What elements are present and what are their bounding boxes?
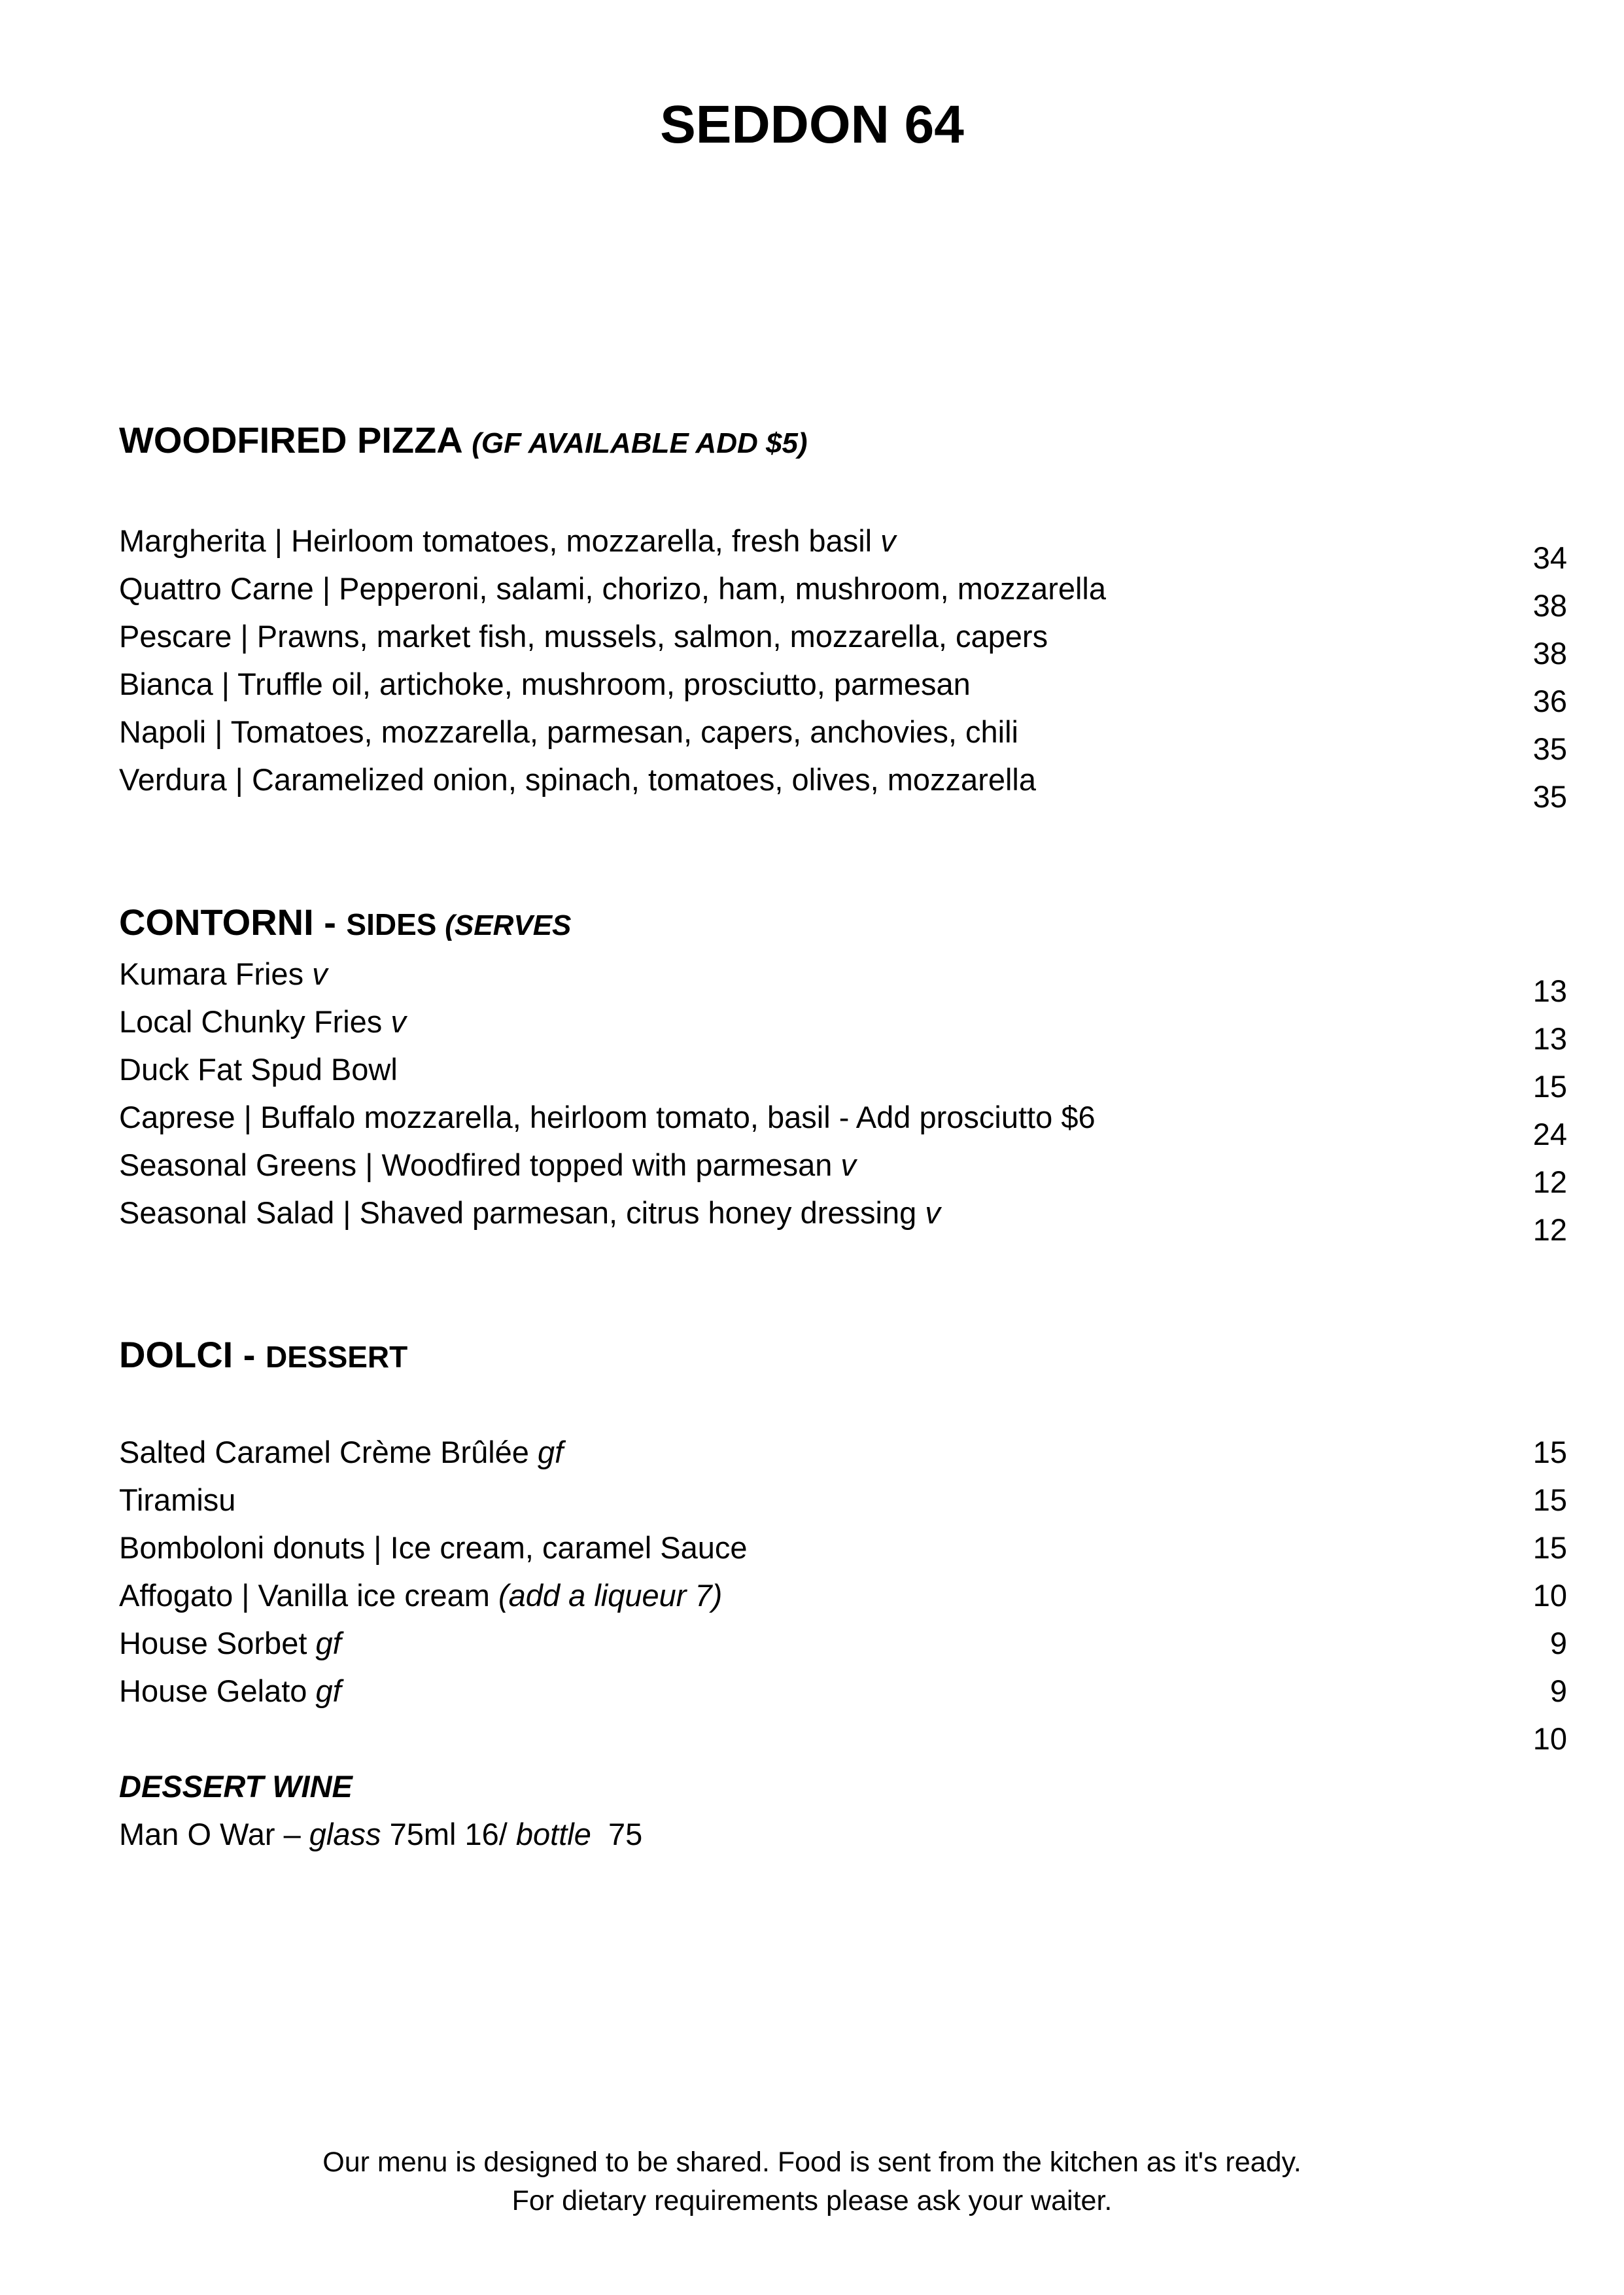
item-text: Seasonal Greens | Woodfired topped with parmesan (119, 1148, 841, 1182)
pizza-heading-text: WOODFIRED PIZZA (119, 419, 462, 461)
menu-item-price: 13 (1532, 973, 1567, 1008)
dietary-tag: v (390, 1004, 406, 1039)
item-text: Bianca | Truffle oil, artichoke, mushroom, prosciutto, parmesan (119, 667, 971, 701)
dessert-section-heading (119, 1334, 408, 1375)
item-text: Quattro Carne | Pepperoni, salami, chorizo, ham, mushroom, mozzarella (119, 571, 1107, 606)
menu-item-price: 15 (1532, 1069, 1567, 1104)
menu-item-name (119, 1484, 235, 1515)
dietary-tag: v (312, 956, 328, 991)
menu-item-price: 38 (1532, 636, 1567, 671)
menu-item-price: 9 (1549, 1673, 1567, 1708)
dietary-tag: v (840, 1148, 856, 1182)
menu-item-name (119, 1628, 341, 1658)
menu-item-price: 35 (1532, 779, 1567, 814)
item-text: Duck Fat Spud Bowl (119, 1052, 398, 1087)
item-text: Salted Caramel Crème Brûlée (119, 1435, 538, 1469)
bottle-price: 75 (591, 1817, 643, 1851)
menu-item-price: 15 (1532, 1530, 1567, 1565)
item-text: House Gelato (119, 1673, 316, 1708)
menu-item-price: 34 (1532, 540, 1567, 575)
menu-item-name (119, 1054, 398, 1085)
menu-item-price: 38 (1532, 588, 1567, 623)
dietary-tag: v (880, 523, 896, 558)
wine-name: Man O War – (119, 1817, 309, 1851)
menu-item-name (119, 1580, 722, 1611)
menu-item-price: 9 (1549, 1626, 1567, 1660)
sides-heading-text: CONTORNI - (119, 902, 347, 943)
menu-item-price: 12 (1532, 1212, 1567, 1247)
menu-item-name (119, 1532, 748, 1563)
menu-item-price: 15 (1532, 1482, 1567, 1517)
sides-subheading: SIDES (346, 907, 445, 941)
menu-item-name (119, 669, 971, 699)
dessert-wine-item (119, 1819, 642, 1849)
sides-serves-note: (SERVES (445, 909, 572, 941)
dietary-tag: gf (538, 1435, 564, 1469)
menu-item-name (119, 1675, 341, 1706)
item-text: Margherita | Heirloom tomatoes, mozzarella, fresh basil (119, 523, 881, 558)
dessert-wine-price: 10 (1532, 1721, 1567, 1756)
menu-item-name (119, 1149, 856, 1180)
dietary-tag: gf (315, 1673, 341, 1708)
glass-detail: 75ml 16/ (381, 1817, 516, 1851)
menu-item-name (119, 958, 328, 989)
footer-note-line-2: For dietary requirements please ask your waiter. (511, 2185, 1113, 2216)
sides-section-heading (119, 904, 571, 941)
menu-item-price: 35 (1532, 731, 1567, 766)
menu-item-name (119, 764, 1036, 795)
dietary-tag: gf (315, 1626, 341, 1660)
dessert-subheading: DESSERT (265, 1340, 408, 1374)
menu-item-price: 10 (1532, 1578, 1567, 1613)
restaurant-title: SEDDON 64 (660, 95, 964, 154)
menu-item-price: 24 (1532, 1117, 1567, 1151)
menu-item-name (119, 1102, 1096, 1132)
menu-item-price: 36 (1532, 684, 1567, 718)
item-text: Bomboloni donuts | Ice cream, caramel Sauce (119, 1530, 748, 1565)
pizza-section-heading (119, 419, 808, 461)
glass-label: glass (309, 1817, 381, 1851)
menu-item-name (119, 1437, 563, 1467)
menu-item-name (119, 716, 1018, 747)
menu-item-price: 15 (1532, 1435, 1567, 1469)
menu-item-name (119, 1197, 941, 1228)
dietary-tag: v (925, 1195, 941, 1230)
bottle-label: bottle (515, 1817, 591, 1851)
menu-item-name (119, 525, 896, 556)
menu-item-price: 12 (1532, 1165, 1567, 1199)
item-text: Caprese | Buffalo mozzarella, heirloom tomato, basil - Add prosciutto $6 (119, 1100, 1096, 1134)
item-text: Napoli | Tomatoes, mozzarella, parmesan, capers, anchovies, chili (119, 714, 1018, 749)
dessert-heading-text: DOLCI - (119, 1334, 266, 1375)
dessert-wine-heading: DESSERT WINE (119, 1769, 353, 1804)
menu-item-price: 13 (1532, 1021, 1567, 1056)
item-text: Kumara Fries (119, 956, 313, 991)
menu-item-name (119, 573, 1106, 604)
liqueur-note: (add a liqueur 7) (498, 1578, 723, 1613)
menu-item-name (119, 621, 1048, 652)
menu-item-name (119, 1006, 406, 1037)
item-text: Local Chunky Fries (119, 1004, 391, 1039)
item-text: Tiramisu (119, 1482, 236, 1517)
item-text: Verdura | Caramelized onion, spinach, tomatoes, olives, mozzarella (119, 762, 1037, 797)
footer-note-line-1: Our menu is designed to be shared. Food is sent from the kitchen as it's ready. (322, 2146, 1302, 2178)
item-text: Seasonal Salad | Shaved parmesan, citrus honey dressing (119, 1195, 925, 1230)
item-text: Affogato | Vanilla ice cream (119, 1578, 498, 1613)
item-text: Pescare | Prawns, market fish, mussels, salmon, mozzarella, capers (119, 619, 1048, 654)
pizza-gf-note: (GF AVAILABLE ADD $5) (472, 427, 808, 459)
item-text: House Sorbet (119, 1626, 316, 1660)
